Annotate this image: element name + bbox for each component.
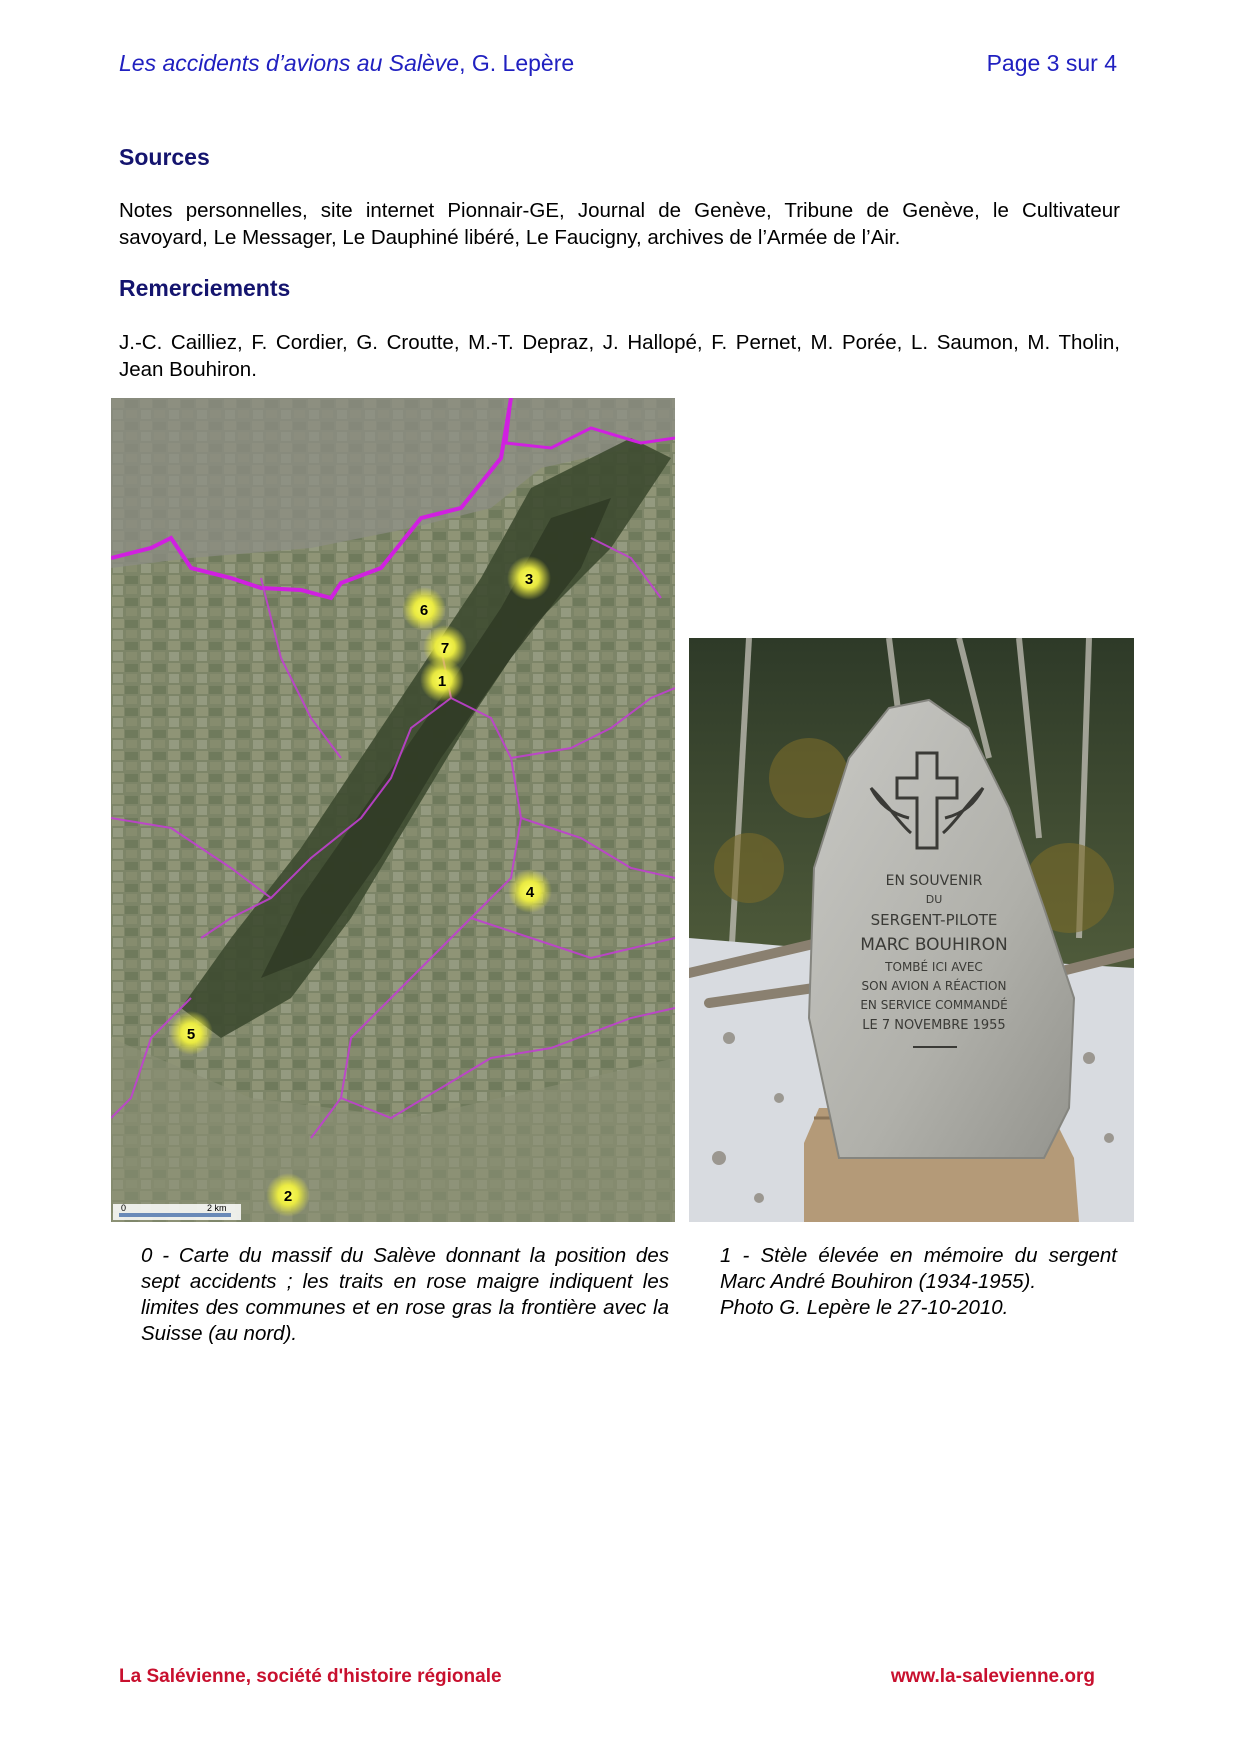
map-marker-2 [266, 1173, 310, 1217]
page-number: Page 3 sur 4 [986, 50, 1117, 76]
stele-line: EN SOUVENIR [885, 873, 983, 889]
sources-heading: Sources [119, 144, 210, 170]
svg-text:5: 5 [186, 1026, 196, 1043]
svg-text:2: 2 [283, 1188, 293, 1205]
document-author: , G. Lepère [459, 50, 575, 76]
svg-text:7: 7 [440, 640, 450, 657]
footer-society: La Salévienne, société d'histoire régionale [119, 1666, 502, 1687]
stele-line: LE 7 NOVEMBRE 1955 [862, 1018, 1006, 1033]
photo-caption [720, 1243, 1117, 1321]
stele-line: SERGENT-PILOTE [870, 911, 998, 929]
page-footer [119, 1666, 1095, 1692]
svg-text:1: 1 [437, 673, 447, 690]
stele-photo [689, 638, 1134, 1222]
page-header [119, 50, 1117, 82]
map-image [111, 398, 675, 1222]
remerciements-text: J.-C. Cailliez, F. Cordier, G. Croutte, M.-T. Depraz, J. Hallopé, F. Pernet, M. Porée, L. Saumon, M. Tholin, Jean Bouhiron. [119, 331, 1120, 381]
stele-line: MARC BOUHIRON [860, 935, 1008, 955]
stele-line: DU [925, 893, 943, 906]
stele-image [689, 638, 1134, 1222]
svg-text:0: 0 [121, 1203, 127, 1213]
sources-text: Notes personnelles, site internet Pionnair-GE, Journal de Genève, Tribune de Genève, le Cultivateur savoyard, Le Messager, Le Dauphiné libéré, Le Faucigny, archives de l’Armée de l’Air. [119, 199, 1120, 249]
saleve-map [111, 398, 675, 1222]
map-caption: 0 - Carte du massif du Salève donnant la position des sept accidents ; les traits en rose maigre indiquent les limites des communes et en rose gras la frontière avec la Suisse (au nord). [141, 1244, 669, 1345]
stele-line: EN SERVICE COMMANDÉ [860, 998, 1008, 1012]
svg-text:2 km: 2 km [207, 1203, 227, 1213]
map-marker-4 [508, 869, 552, 913]
svg-text:3: 3 [524, 571, 534, 588]
stele-line: TOMBÉ ICI AVEC [885, 960, 983, 974]
photo-caption-line: 1 - Stèle élevée en mémoire du sergent Marc André Bouhiron (1934-1955). [720, 1244, 1117, 1293]
document-title: Les accidents d’avions au Salève [119, 50, 460, 76]
map-marker-1 [420, 658, 464, 702]
photo-credit: Photo G. Lepère le 27-10-2010. [720, 1296, 1009, 1319]
remerciements-heading: Remerciements [119, 275, 291, 301]
map-marker-3 [507, 556, 551, 600]
footer-website: www.la-salevienne.org [890, 1666, 1095, 1687]
stele-line: SON AVION A RÉACTION [861, 979, 1007, 993]
map-marker-6 [402, 587, 446, 631]
map-marker-5 [169, 1011, 213, 1055]
svg-text:4: 4 [525, 884, 535, 901]
svg-text:6: 6 [419, 602, 429, 619]
map-scale-bar [113, 1203, 241, 1220]
